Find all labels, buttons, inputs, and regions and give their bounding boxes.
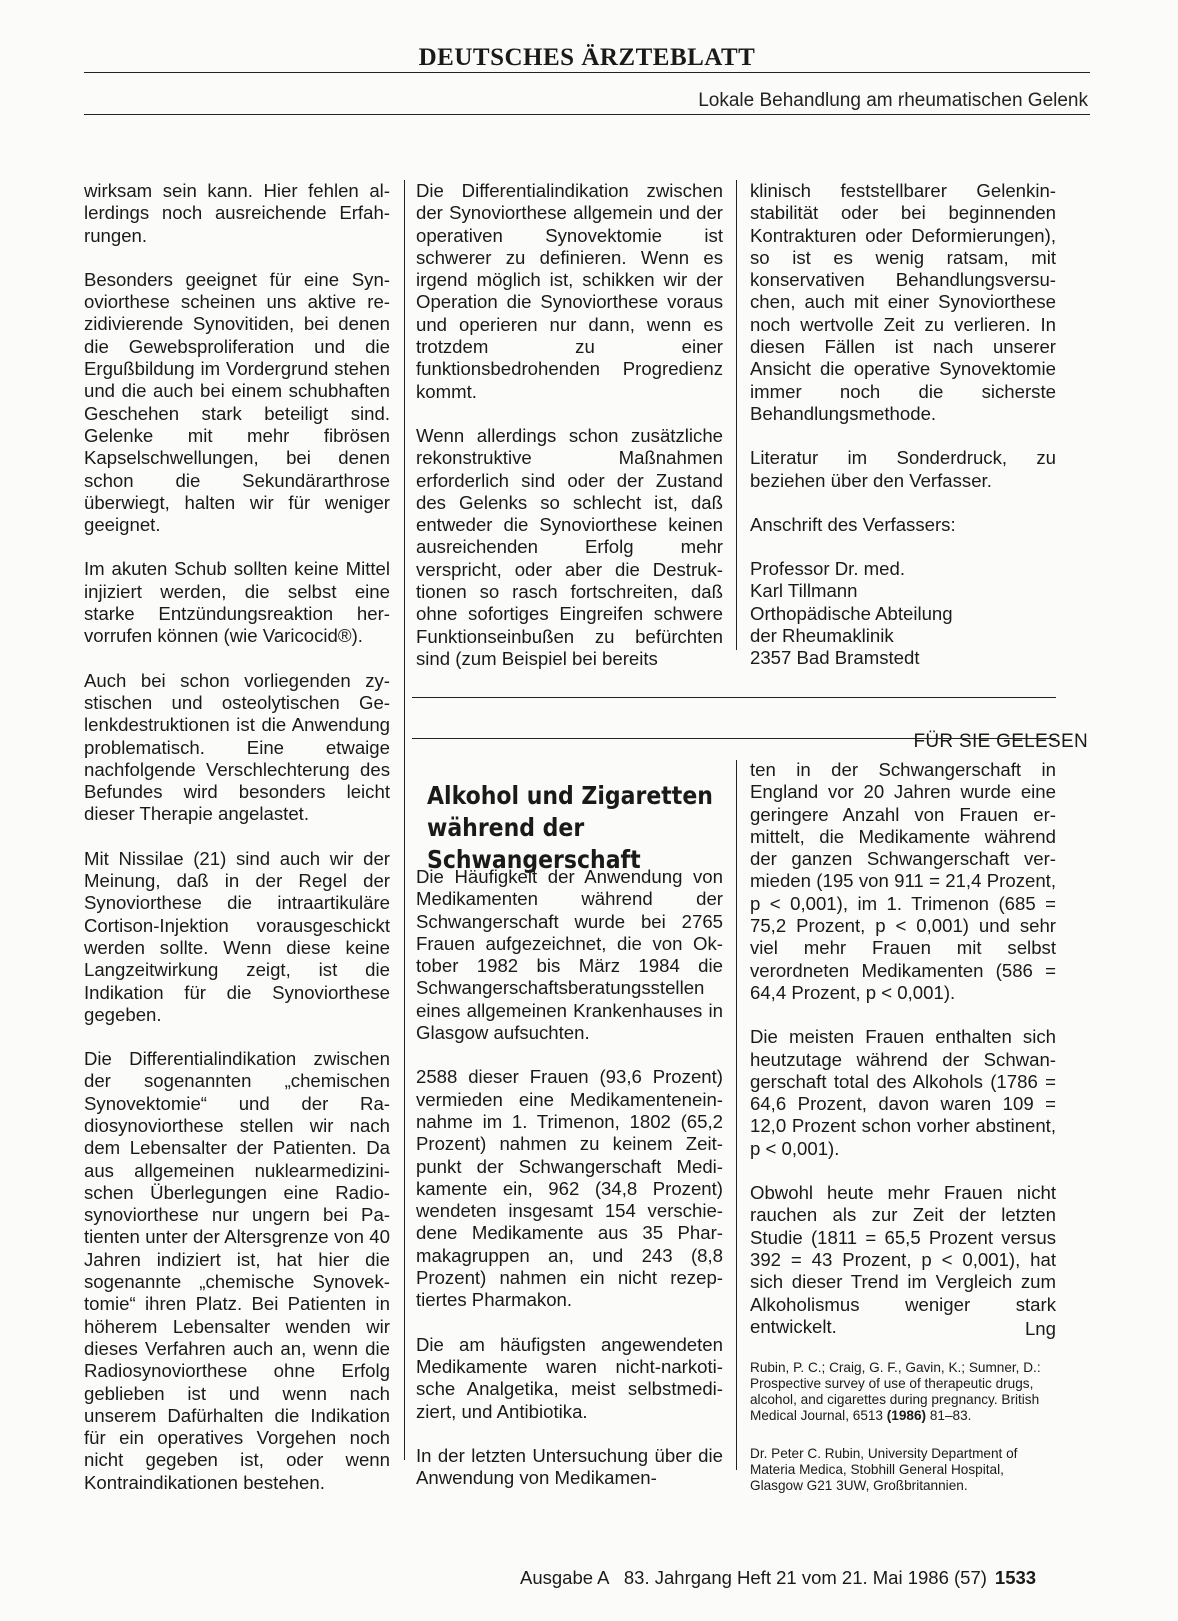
paragraph: 2588 dieser Frauen (93,6 Prozent) vermieden eine Medikamenteneinnahme im 1. Trimenon, 1802 (65,2 Prozent) nahmen zu keinem Zeitpunkt der Schwangerschaft Medikamente ein, 962 (34,8 Prozent) wendeten insgesamt 154 verschiedene Medikamente aus 35 Pharmakagruppen an, und 243 (8,8 Prozent) nahmen ein nicht rezeptiertes Pharmakon.	[416, 1066, 723, 1311]
page-number: 1533	[994, 1567, 1037, 1588]
column-1	[84, 180, 390, 1494]
author-signature: Lng	[1024, 1318, 1056, 1340]
paragraph: klinisch feststellbarer Gelenkinstabilität oder bei beginnenden Kontrakturen oder Deformierungen), so ist es wenig ratsam, mit konservativen Behandlungsversuchen, auch mit einer Synoviorthese noch wertvolle Zeit zu verlieren. In diesen Fällen ist nach unserer Ansicht die operative Synovektomie immer noch die sicherste Behandlungsmethode.	[750, 180, 1056, 424]
column-4	[416, 866, 723, 1489]
column-5	[750, 759, 1056, 1516]
reference-citation	[750, 1360, 1056, 1424]
column-divider	[736, 180, 737, 650]
paragraph: Im akuten Schub sollten keine Mittel injiziert werden, die selbst eine starke Entzündungsreaktion hervorrufen können (wie Varicocid®).	[84, 558, 390, 647]
paragraph: Auch bei schon vorliegenden zystischen und osteolytischen Gelenkdestruktionen ist die Anwendung problematisch. Eine etwaige nachfolgende Verschlechterung des Befundes wird besonders leicht dieser Therapie angelastet.	[84, 669, 390, 825]
section-title: Lokale Behandlung am rheumatischen Gelenk	[698, 90, 1088, 111]
citation-year: (1986)	[886, 1408, 927, 1424]
paragraph: Die Häufigkeit der Anwendung von Medikamenten während der Schwangerschaft wurde bei 2765 Frauen aufgezeichnet, die von Oktober 1982 bis März 1984 die Schwangerschaftsberatungsstellen eines allgemeinen Krankenhauses in Glasgow aufsuchten.	[416, 866, 723, 1044]
citation-text: Rubin, P. C.; Craig, G. F., Gavin, K.; Sumner, D.: Prospective survey of use of therapeutic drugs, alcohol, and cigarettes during pregnancy. British Medical Journal, 6513	[750, 1360, 1041, 1424]
address-line: Karl Tillmann	[750, 580, 858, 602]
paragraph: ten in der Schwangerschaft in England vor 20 Jahren wurde eine geringere Anzahl von Frauen ermittelt, die Medikamente während der ganzen Schwangerschaft vermieden (195 von 911 = 21,4 Prozent, p < 0,001), im 1. Trimenon (685 = 75,2 Prozent, p < 0,001) und sehr viel mehr Frauen mit selbst verordneten Medikamenten (586 = 64,4 Prozent, p < 0,001).	[750, 759, 1056, 1003]
paragraph: wirksam sein kann. Hier fehlen allerdings noch ausreichende Erfahrungen.	[84, 180, 390, 246]
reference-affiliation: Dr. Peter C. Rubin, University Department of Materia Medica, Stobhill General Hospital, Glasgow G21 3UW, Großbritannien.	[750, 1446, 1018, 1494]
paragraph: Die meisten Frauen enthalten sich heutzutage während der Schwangerschaft total des Alkohols (1786 = 64,6 Prozent, davon waren 109 = 12,0 Prozent schon vorher abstinent, p < 0,001).	[750, 1026, 1056, 1159]
author-address	[750, 558, 1056, 669]
column-divider	[736, 760, 737, 1470]
paragraph: Literatur im Sonderdruck, zu beziehen über den Verfasser.	[750, 447, 1056, 491]
paragraph: Mit Nissilae (21) sind auch wir der Meinung, daß in der Regel der Synoviorthese die intraartikuläre Cortison-Injektion vorausgeschickt werden sollte. Wenn diese keine Langzeitwirkung zeigt, ist die Indikation für die Synoviorthese gegeben.	[84, 847, 390, 1025]
address-line: 2357 Bad Bramstedt	[750, 647, 920, 669]
address-line: Orthopädische Abteilung	[750, 602, 953, 624]
column-2	[416, 180, 723, 670]
column-3	[750, 180, 1056, 670]
edition-info: Ausgabe A 83. Jahrgang Heft 21 vom 21. Mai 1986 (57)	[520, 1567, 987, 1588]
section-kicker: FÜR SIE GELESEN	[913, 731, 1088, 752]
paragraph: Die Differentialindikation zwischen der Synoviorthese allgemein und der operativen Synovektomie ist schwerer zu definieren. Wenn es irgend möglich ist, schikken wir der Operation die Synoviorthese voraus und operieren nur dann, wenn es trotzdem zu einer funktionsbedrohenden Progredienz kommt.	[416, 180, 723, 402]
paragraph: In der letzten Untersuchung über die Anwendung von Medikamen-	[416, 1444, 723, 1489]
address-line: der Rheumaklinik	[750, 625, 894, 647]
section-rule	[412, 738, 1056, 739]
paragraph: Besonders geeignet für eine Synoviorthese scheinen uns aktive rezidivierende Synovitiden, bei denen die Gewebsproliferation und die Ergußbildung im Vordergrund stehen und die auch bei einem schubhaften Geschehen stark beteiligt sind. Gelenke mit mehr fibrösen Kapselschwellungen, bei denen schon die Sekundärarthrose überwiegt, halten wir für weniger geeignet.	[84, 268, 390, 536]
section-rule	[412, 697, 1056, 698]
paragraph: Die am häufigsten angewendeten Medikamente waren nicht-narkotische Analgetika, meist selbstmediziert, und Antibiotika.	[416, 1333, 723, 1422]
paragraph: Anschrift des Verfassers:	[750, 513, 956, 535]
citation-pages: 81–83.	[926, 1408, 972, 1424]
header-rule	[84, 114, 1090, 115]
paragraph: Obwohl heute mehr Frauen nicht rauchen als zur Zeit der letzten Studie (1811 = 65,5 Prozent versus 392 = 43 Prozent, p < 0,001), hat sich dieser Trend im Vergleich zum Alkoholismus weniger stark entwickelt.	[750, 1182, 1056, 1337]
column-divider	[404, 180, 405, 1460]
paragraph: Wenn allerdings schon zusätzliche rekonstruktive Maßnahmen erforderlich sind oder der Zustand des Gelenks so schlecht ist, daß entweder die Synoviorthese keinen ausreichenden Erfolg mehr verspricht, oder aber die Destruktionen so rasch fortschreiten, daß ohne sofortiges Eingreifen schwere Funktionseinbußen zu befürchten sind (zum Beispiel bei bereits	[416, 424, 723, 669]
article-headline: Alkohol und Zigaretten während der Schwangerschaft	[427, 781, 713, 874]
paragraph: Die Differentialindikation zwischen der sogenannten „chemischen Synovektomie“ und der Radiosynoviorthese stellen wir nach dem Lebensalter der Patienten. Da aus allgemeinen nuklearmedizinischen Überlegungen eine Radiosynoviorthese nur ungern bei Patienten unter der Altersgrenze von 40 Jahren indiziert ist, hat hier die sogenannte „chemische Synovektomie“ ihren Platz. Bei Patienten in höherem Lebensalter wenden wir dieses Verfahren auch an, wenn die Radiosynoviorthese ohne Erfolg geblieben ist und wenn nach unserem Dafürhalten die Indikation für ein operatives Vorgehen noch nicht gegeben ist, oder wenn Kontraindikationen bestehen.	[84, 1048, 390, 1493]
address-line: Professor Dr. med.	[750, 558, 905, 580]
masthead: DEUTSCHES ÄRZTEBLATT	[418, 44, 756, 71]
masthead-rule	[84, 72, 1090, 73]
page-footer	[520, 1567, 1036, 1589]
